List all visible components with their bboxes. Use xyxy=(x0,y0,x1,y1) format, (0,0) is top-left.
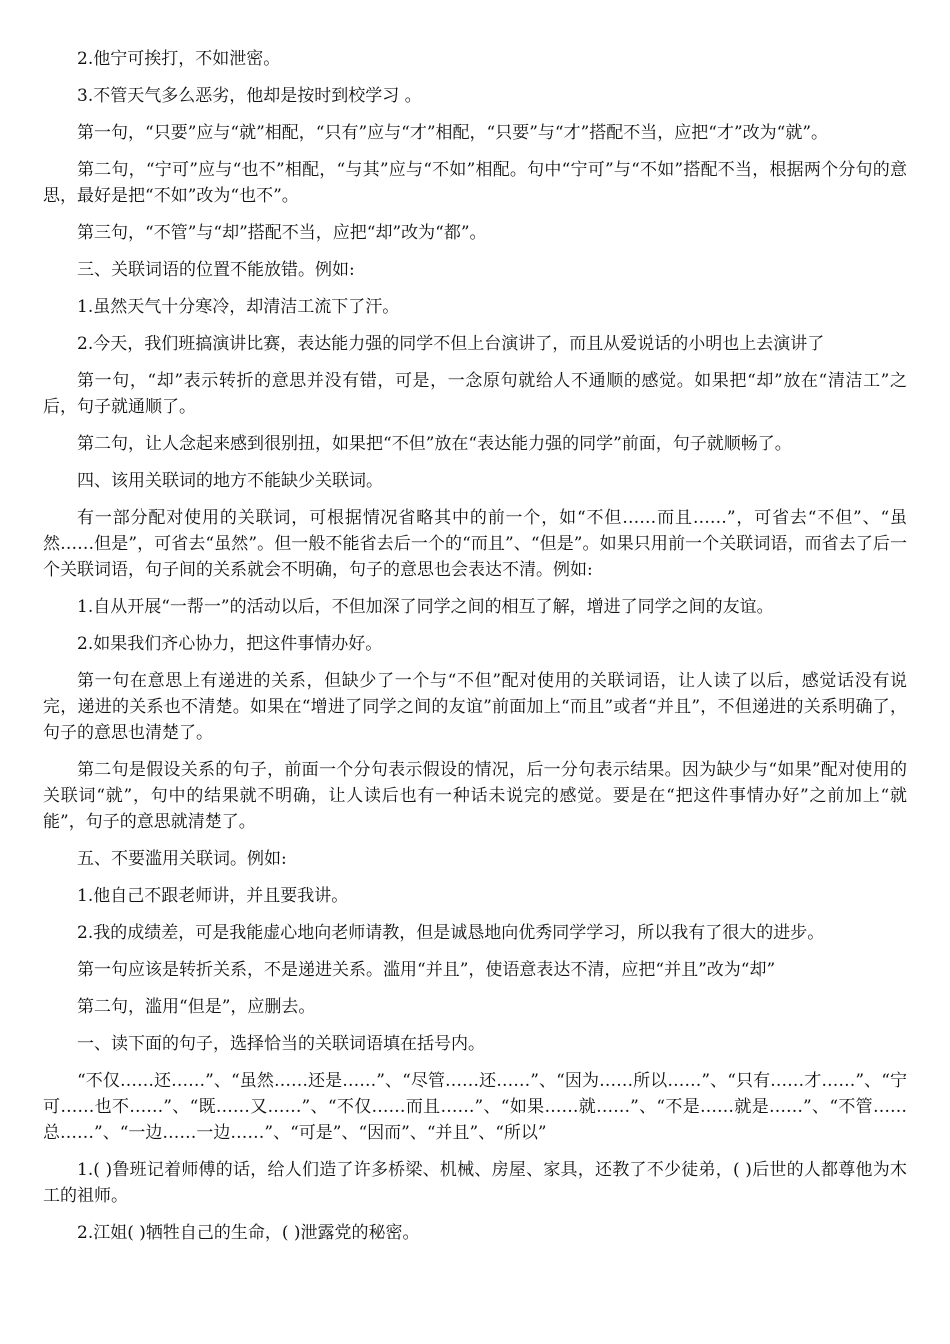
section-heading: 三、关联词语的位置不能放错。例如: xyxy=(77,260,355,280)
paragraph: 1.他自己不跟老师讲，并且要我讲。 xyxy=(77,886,349,906)
paragraph: 2.如果我们齐心协力，把这件事情办好。 xyxy=(77,634,383,654)
exercise-heading: 一、读下面的句子，选择恰当的关联词语填在括号内。 xyxy=(77,1034,485,1054)
paragraph: 3.不管天气多么恶劣，他却是按时到校学习 。 xyxy=(77,86,422,106)
paragraph: 第一句在意思上有递进的关系，但缺少了一个与“不但”配对使用的关联词语，让人读了以后，感觉话没有说完，递进的关系也不清楚。如果在“增进了同学之间的友谊”前面加上“而且”或者“并且”，不但递进的关系明确了，句子的意思也清楚了。 xyxy=(43,671,907,743)
word-bank: “不仅……还……”、“虽然……还是……”、“尽管……还……”、“因为……所以……”、“只有……才……”、“宁可……也不……”、“既……又……”、“不仅……而且……”、“如果……就……”、“不是……就是……”、“不管……总……”、“一边……一边……”、“可是”、“因而”、“并且”、“所以” xyxy=(43,1071,907,1143)
section-heading: 五、不要滥用关联词。例如: xyxy=(77,849,287,869)
paragraph: 第一句，“只要”应与“就”相配，“只有”应与“才”相配，“只要”与“才”搭配不当，应把“才”改为“就”。 xyxy=(77,123,829,143)
exercise-item: 2.江姐( )牺牲自己的生命，( )泄露党的秘密。 xyxy=(77,1223,420,1243)
exercise-item: 1.( )鲁班记着师傅的话，给人们造了许多桥梁、机械、房屋、家具，还教了不少徒弟，( )后世的人都尊他为木工的祖师。 xyxy=(43,1160,907,1206)
document-body xyxy=(43,46,907,1257)
paragraph: 1.虽然天气十分寒冷，却清洁工流下了汗。 xyxy=(77,297,400,317)
paragraph: 2.今天，我们班搞演讲比赛，表达能力强的同学不但上台演讲了，而且从爱说话的小明也上去演讲了 xyxy=(77,334,825,354)
paragraph: 2.我的成绩差，可是我能虚心地向老师请教，但是诚恳地向优秀同学学习，所以我有了很大的进步。 xyxy=(77,923,825,943)
paragraph: 第二句，滥用“但是”，应删去。 xyxy=(77,997,316,1017)
paragraph: 第一句应该是转折关系，不是递进关系。滥用“并且”，使语意表达不清，应把“并且”改为“却” xyxy=(77,960,776,980)
paragraph: 第二句，“宁可”应与“也不”相配，“与其”应与“不如”相配。句中“宁可”与“不如”搭配不当，根据两个分句的意思，最好是把“不如”改为“也不”。 xyxy=(43,160,907,206)
section-heading: 四、该用关联词的地方不能缺少关联词。 xyxy=(77,471,383,491)
paragraph: 第三句，“不管”与“却”搭配不当，应把“却”改为“都”。 xyxy=(77,223,487,243)
paragraph: 第二句是假设关系的句子，前面一个分句表示假设的情况，后一分句表示结果。因为缺少与“如果”配对使用的关联词“就”，句中的结果就不明确，让人读后也有一种话未说完的感觉。要是在“把这件事情办好”之前加上“就能”，句子的意思就清楚了。 xyxy=(43,760,907,832)
paragraph: 第一句，“却”表示转折的意思并没有错，可是，一念原句就给人不通顺的感觉。如果把“却”放在“清洁工”之后，句子就通顺了。 xyxy=(43,371,907,417)
paragraph: 有一部分配对使用的关联词，可根据情况省略其中的前一个，如“不但……而且……”，可省去“不但”、“虽然……但是”，可省去“虽然”。但一般不能省去后一个的“而且”、“但是”。如果只用前一个关联词语，而省去了后一个关联词语，句子间的关系就会不明确，句子的意思也会表达不清。例如: xyxy=(43,508,907,580)
paragraph: 第二句，让人念起来感到很别扭，如果把“不但”放在“表达能力强的同学”前面，句子就顺畅了。 xyxy=(77,434,792,454)
paragraph: 1.自从开展“一帮一”的活动以后，不但加深了同学之间的相互了解，增进了同学之间的友谊。 xyxy=(77,597,774,617)
paragraph: 2.他宁可挨打，不如泄密。 xyxy=(77,49,281,69)
